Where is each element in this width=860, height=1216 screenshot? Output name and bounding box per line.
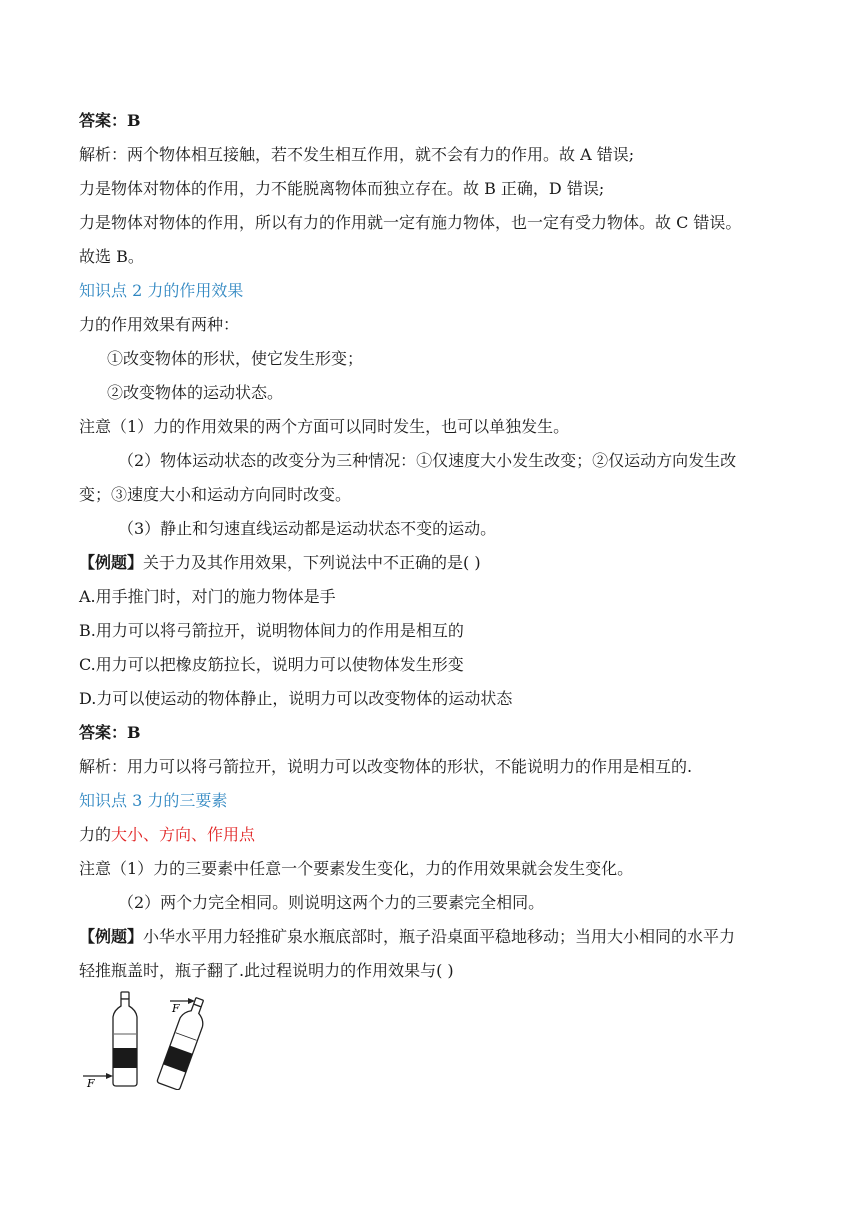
knowledge-point-3-title: 知识点 3 力的三要素: [79, 791, 228, 810]
answer-1: 答案：B: [79, 111, 141, 130]
analysis-1-line-4: 故选 B。: [79, 247, 144, 266]
example-2-option-d: D.力可以使运动的物体静止，说明力可以改变物体的运动状态: [79, 689, 513, 708]
example-2-option-a: A.用手推门时，对门的施力物体是手: [79, 587, 336, 606]
knowledge-point-2-title: 知识点 2 力的作用效果: [79, 281, 244, 300]
upright-bottle: [113, 992, 137, 1086]
analysis-1-line-1: 解析：两个物体相互接触，若不发生相互作用，就不会有力的作用。故 A 错误;: [79, 145, 635, 164]
example-3-line-1: 【例题】小华水平用力轻推矿泉水瓶底部时，瓶子沿桌面平稳地移动；当用大小相同的水平力: [79, 927, 736, 946]
example-3-line-2: 轻推瓶盖时，瓶子翻了.此过程说明力的作用效果与( ): [79, 961, 454, 980]
example-2-question: 【例题】关于力及其作用效果，下列说法中不正确的是( ): [79, 553, 481, 572]
answer-2: 答案：B: [79, 723, 141, 742]
analysis-1-line-3: 力是物体对物体的作用，所以有力的作用就一定有施力物体，也一定有受力物体。故 C 错误。: [79, 213, 742, 232]
tipped-bottle: [157, 995, 211, 1090]
kp2-note-2-line-2: 变；③速度大小和运动方向同时改变。: [79, 485, 352, 504]
bottle-push-figure: [78, 990, 228, 1090]
kp2-item-1: ①改变物体的形状，使它发生形变；: [107, 349, 364, 368]
kp3-highlight: 大小、方向、作用点: [111, 825, 256, 844]
kp3-note-2: （2）两个力完全相同。则说明这两个力的三要素完全相同。: [118, 893, 545, 912]
kp3-three-elements: 力的大小、方向、作用点: [79, 825, 256, 844]
kp2-note-3: （3）静止和匀速直线运动都是运动状态不变的运动。: [118, 519, 497, 538]
kp2-item-2: ②改变物体的运动状态。: [107, 383, 284, 402]
force-label-left: F: [87, 1077, 95, 1090]
force-label-right: F: [172, 1002, 180, 1015]
example-2-option-b: B.用力可以将弓箭拉开，说明物体间力的作用是相互的: [79, 621, 464, 640]
analysis-1-line-2: 力是物体对物体的作用，力不能脱离物体而独立存在。故 B 正确，D 错误;: [79, 179, 605, 198]
kp2-note-2-line-1: （2）物体运动状态的改变分为三种情况：①仅速度大小发生改变；②仅运动方向发生改: [118, 451, 737, 470]
kp3-note-1: 注意（1）力的三要素中任意一个要素发生变化，力的作用效果就会发生变化。: [79, 859, 634, 878]
kp2-note-1: 注意（1）力的作用效果的两个方面可以同时发生，也可以单独发生。: [79, 417, 570, 436]
kp2-intro: 力的作用效果有两种：: [79, 315, 240, 334]
example-2-option-c: C.用力可以把橡皮筋拉长，说明力可以使物体发生形变: [79, 655, 464, 674]
analysis-2: 解析：用力可以将弓箭拉开，说明力可以改变物体的形状，不能说明力的作用是相互的.: [79, 757, 693, 776]
